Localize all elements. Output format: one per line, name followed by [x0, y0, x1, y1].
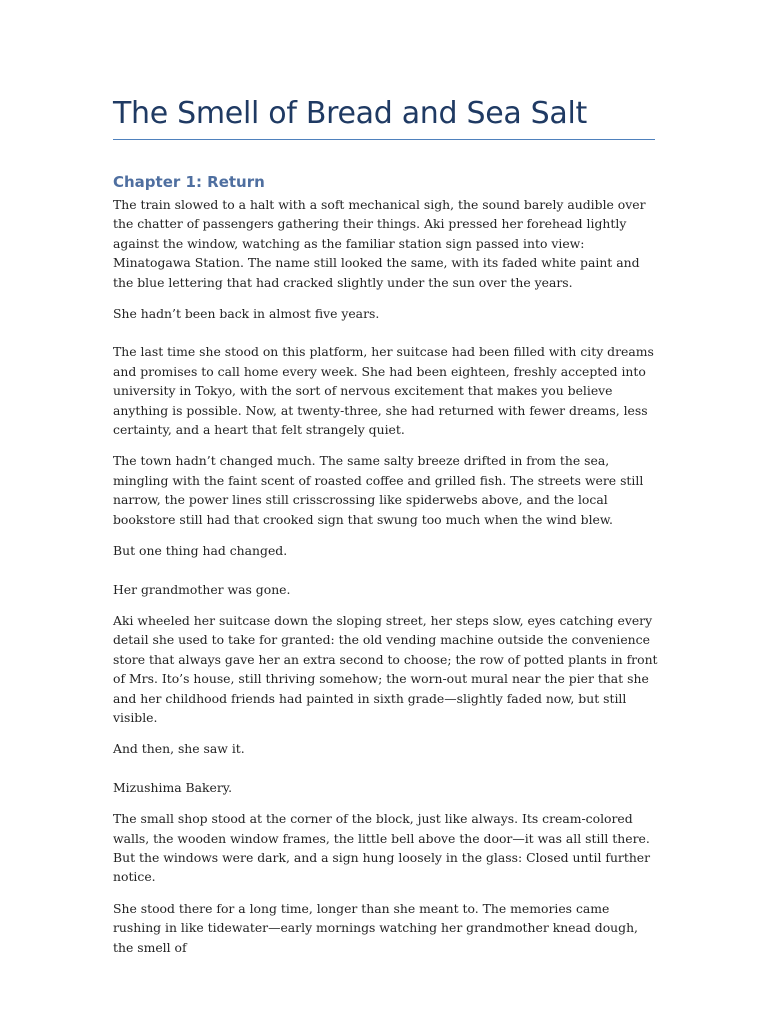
paragraph: The train slowed to a halt with a soft mechanical sigh, the sound barely audible over the chatter of passengers gathering their things. Aki pressed her forehead lightly against the window, watching as the familiar station sign passed into view: Minatogawa Station. The name still looked the same, with its faded white paint and the blue lettering that had cracked slightly under the sun over the years.: [113, 197, 646, 290]
paragraph: She hadn’t been back in almost five years.: [113, 306, 380, 322]
paragraph: And then, she saw it.: [113, 741, 245, 757]
title-underline: [113, 139, 655, 140]
chapter-body: [113, 195, 658, 969]
paragraph: The small shop stood at the corner of the block, just like always. Its cream-colored walls, the wooden window frames, the little bell above the door—it was all still there. But the windows were dark, and a sign hung loosely in the glass: Closed until further notice.: [113, 811, 651, 885]
paragraph: The town hadn’t changed much. The same salty breeze drifted in from the sea, mingling with the faint scent of roasted coffee and grilled fish. The streets were still narrow, the power lines still crisscrossing like spiderwebs above, and the local bookstore still had that crooked sign that swung too much when the wind blew.: [113, 453, 644, 527]
paragraph: Mizushima Bakery.: [113, 779, 233, 795]
chapter-heading: Chapter 1: Return: [113, 173, 265, 191]
paragraph: She stood there for a long time, longer than she meant to. The memories came rushing in like tidewater—early mornings watching her grandmother knead dough, the smell of: [113, 900, 638, 955]
paragraph: Her grandmother was gone.: [113, 581, 291, 597]
document-title: The Smell of Bread and Sea Salt: [113, 96, 588, 131]
paragraph: The last time she stood on this platform, her suitcase had been filled with city dreams and promises to call home every week. She had been eighteen, freshly accepted into university in Tokyo, with the sort of nervous excitement that makes you believe anything is possible. Now, at twenty-three, she had returned with fewer dreams, less certainty, and a heart that felt strangely quiet.: [113, 344, 654, 438]
paragraph: But one thing had changed.: [113, 543, 288, 559]
paragraph: Aki wheeled her suitcase down the sloping street, her steps slow, eyes catching every detail she used to take for granted: the old vending machine outside the convenience store that always gave her an extra second to choose; the row of potted plants in front of Mrs. Ito’s house, still thriving somehow; the worn-out mural near the pier that she and her childhood friends had painted in sixth grade—slightly faded now, but still visible.: [113, 612, 658, 725]
